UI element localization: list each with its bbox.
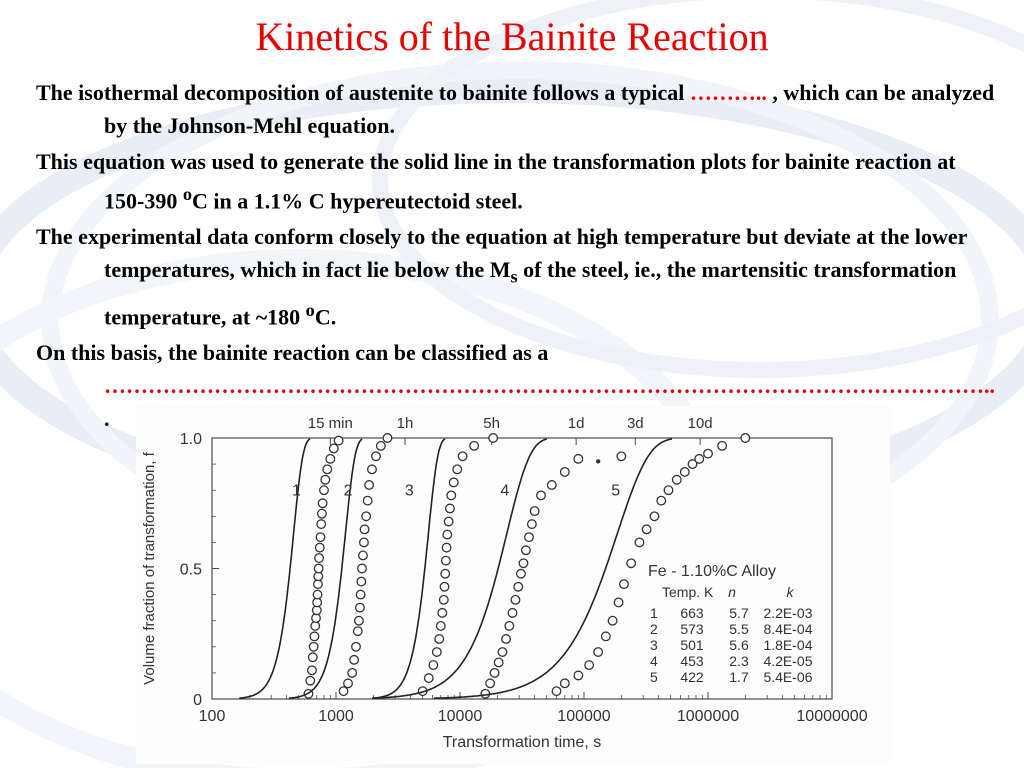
series-3-point [446, 504, 455, 513]
series-3-point [424, 674, 433, 683]
slide-title: Kinetics of the Bainite Reaction [255, 14, 769, 59]
degree-superscript: o [305, 299, 315, 320]
top-tick-label: 1d [567, 415, 585, 432]
legend-cell: 5.6 [729, 637, 749, 653]
bullet-text: The experimental data conform closely to the equation at high temperature but deviate at the lower temperatures, which in fact lie below the M [36, 224, 968, 283]
series-3-point [443, 530, 452, 539]
series-5-point [560, 679, 569, 688]
series-3-point [435, 635, 444, 644]
bullet-paragraph [36, 76, 1000, 142]
series-2-point [355, 616, 364, 625]
legend-cell: 1.8E-04 [763, 637, 813, 653]
series-3-curve [373, 439, 445, 698]
series-3-label: 3 [404, 482, 414, 500]
legend-cell: 1.7 [729, 669, 749, 685]
x-tick-label: 10000000 [796, 708, 868, 725]
legend-cell: 5.4E-06 [763, 669, 813, 685]
legend-cell: 1 [650, 605, 658, 621]
series-1-point [321, 475, 330, 484]
series-1-point [317, 520, 326, 529]
series-5-point [672, 475, 681, 484]
series-1-point [309, 643, 318, 652]
series-1-point [318, 499, 327, 508]
series-5-point [627, 559, 636, 568]
series-4-point [560, 468, 569, 477]
series-3-point [433, 648, 442, 657]
series-5-point [614, 598, 623, 607]
series-1-point [326, 455, 335, 464]
series-3-point [440, 582, 449, 591]
series-1-point [334, 436, 343, 445]
legend-cell: 8.4E-04 [763, 621, 813, 637]
series-4-curve [372, 439, 547, 698]
series-2-point [357, 577, 366, 586]
series-5-point [681, 468, 690, 477]
series-5-point [642, 525, 651, 534]
series-4-point [514, 582, 523, 591]
y-tick-label: 0 [193, 692, 202, 709]
bullet-paragraph [36, 145, 1000, 217]
series-2-label: 2 [343, 482, 353, 500]
fill-in-blank: ……….. [689, 80, 767, 105]
series-5-point [718, 442, 727, 451]
series-1-curve [239, 439, 310, 698]
bullet-text: On this basis, the bainite reaction can be classified as a [36, 340, 549, 366]
series-1-point [316, 533, 325, 542]
series-5-point [552, 687, 561, 696]
series-4-point [508, 609, 517, 618]
series-1-point [323, 465, 332, 474]
series-4-point [519, 559, 528, 568]
y-tick-label: 1.0 [179, 431, 202, 448]
series-1-point [308, 666, 317, 675]
series-2-point [368, 465, 377, 474]
series-2-point [344, 679, 353, 688]
legend-cell: 5.5 [729, 621, 749, 637]
ms-subscript: s [510, 266, 518, 287]
series-5-curve [434, 439, 672, 698]
legend-header: k [786, 584, 794, 600]
series-3-point [436, 622, 445, 631]
legend-cell: 2.2E-03 [763, 605, 813, 621]
y-axis-label: Volume fraction of transformation, f [141, 452, 158, 685]
series-1-point [320, 486, 329, 495]
series-1-point [310, 632, 319, 641]
series-4-point [486, 679, 495, 688]
x-tick-label: 1000000 [676, 708, 740, 725]
series-4-point [498, 648, 507, 657]
legend-cell: 2.3 [729, 653, 749, 669]
series-2-point [354, 627, 363, 636]
x-tick-label: 1000 [318, 708, 354, 725]
series-1-point [309, 653, 318, 662]
series-1-point [315, 543, 324, 552]
series-4-label: 4 [500, 482, 510, 500]
x-axis-label: Transformation time, s [442, 734, 602, 751]
series-2-point [356, 590, 365, 599]
series-5-point [741, 434, 750, 443]
series-2-point [365, 481, 374, 490]
series-5-point [620, 580, 629, 589]
series-4-point [530, 507, 539, 516]
series-5-point [704, 449, 713, 458]
series-2-point [352, 643, 361, 652]
series-5-point [657, 496, 666, 505]
series-2-point [360, 538, 369, 547]
series-4-point [490, 669, 499, 678]
legend-cell: 4 [650, 653, 658, 669]
series-3-point [441, 569, 450, 578]
series-2-point [348, 669, 357, 678]
legend-header: n [728, 584, 736, 600]
bullet-text: This equation was used to generate the solid line in the transformation plots for bainite reaction at 150-390 [36, 149, 956, 214]
series-2-point [339, 687, 348, 696]
series-4-point [522, 546, 531, 555]
series-4-point [505, 622, 514, 631]
series-2-point [377, 442, 386, 451]
bullet-list [36, 76, 1000, 438]
bullet-text: , which can be analyzed by the Johnson-Mehl equation. [104, 80, 995, 138]
series-3-point [470, 442, 479, 451]
legend-cell: 3 [650, 637, 658, 653]
legend-cell: 501 [680, 637, 704, 653]
series-4-point [537, 491, 546, 500]
bullet-text: C in a 1.1% C hypereutectoid steel. [192, 188, 523, 214]
series-4-point [528, 520, 537, 529]
series-4-point [517, 569, 526, 578]
bullet-text: of the steel, ie., the martensitic transformation temperature, at ~180 [104, 257, 957, 330]
series-2-point [360, 525, 369, 534]
series-3-point [442, 556, 451, 565]
degree-superscript: o [182, 184, 192, 204]
series-3-point [489, 434, 498, 443]
series-5-point [695, 455, 704, 464]
bullet-text: C. [314, 304, 337, 330]
series-1-point [313, 590, 322, 599]
series-4-point [617, 452, 626, 461]
series-3-point [447, 491, 456, 500]
series-2-point [362, 512, 371, 521]
series-5-point [602, 632, 611, 641]
legend-cell: 453 [680, 653, 704, 669]
series-2-point [358, 564, 367, 573]
series-3-point [449, 478, 458, 487]
series-2-point [363, 496, 372, 505]
bullet-text: The isothermal decomposition of austenite to bainite follows a typical [36, 80, 690, 105]
top-tick-label: 10d [687, 415, 713, 432]
legend-cell: 422 [680, 669, 704, 685]
series-5-point [594, 648, 603, 657]
series-5-point [574, 671, 583, 680]
series-5-point [664, 486, 673, 495]
series-3-point [453, 465, 462, 474]
legend-cell: 663 [680, 605, 704, 621]
bullet-text: . [104, 406, 110, 432]
series-1-point [315, 554, 324, 563]
legend-cell: 573 [680, 621, 704, 637]
series-2-point [372, 452, 381, 461]
annotation-dot: • [595, 453, 601, 471]
series-1-label: 1 [292, 482, 301, 500]
series-1-point [318, 509, 327, 518]
x-tick-label: 100000 [557, 708, 611, 725]
series-3-point [442, 543, 451, 552]
series-4-point [574, 455, 583, 464]
legend-header: Temp. K [662, 584, 714, 600]
series-3-point [429, 661, 438, 670]
y-tick-label: 0.5 [179, 561, 202, 579]
series-4-point [511, 596, 520, 605]
series-4-point [548, 481, 557, 490]
x-tick-label: 10000 [437, 708, 483, 725]
series-1-point [314, 564, 323, 573]
series-1-point [330, 444, 339, 453]
series-4-point [525, 533, 534, 542]
top-tick-label: 5h [483, 415, 500, 432]
transformation-chart [136, 406, 890, 764]
series-5-label: 5 [611, 482, 621, 500]
series-3-point [439, 596, 448, 605]
legend-cell: 5.7 [729, 605, 749, 621]
series-5-point [635, 538, 644, 547]
series-4-point [502, 635, 511, 644]
legend-cell: 2 [650, 621, 658, 637]
series-3-point [444, 517, 453, 526]
legend-cell: 5 [650, 669, 658, 685]
series-5-point [585, 661, 594, 670]
series-2-point [356, 603, 365, 612]
fill-in-blank: ………………………………………………………………………………………………………….. [104, 373, 995, 399]
series-5-point [650, 512, 659, 521]
series-3-point [438, 609, 447, 618]
x-tick-label: 100 [198, 708, 226, 725]
legend-cell: 4.2E-05 [763, 653, 813, 669]
series-4-point [494, 658, 503, 667]
top-tick-label: 1h [396, 415, 414, 432]
series-3-point [458, 452, 467, 461]
series-1-point [306, 676, 315, 685]
series-2-point [359, 551, 368, 560]
bullet-paragraph [36, 220, 1000, 333]
series-2-point [350, 656, 359, 665]
series-2-point [383, 434, 392, 443]
top-tick-label: 3d [626, 415, 644, 432]
top-tick-label: 15 min [307, 415, 353, 432]
series-5-point [608, 616, 617, 625]
legend-title: Fe - 1.10%C Alloy [648, 563, 777, 580]
